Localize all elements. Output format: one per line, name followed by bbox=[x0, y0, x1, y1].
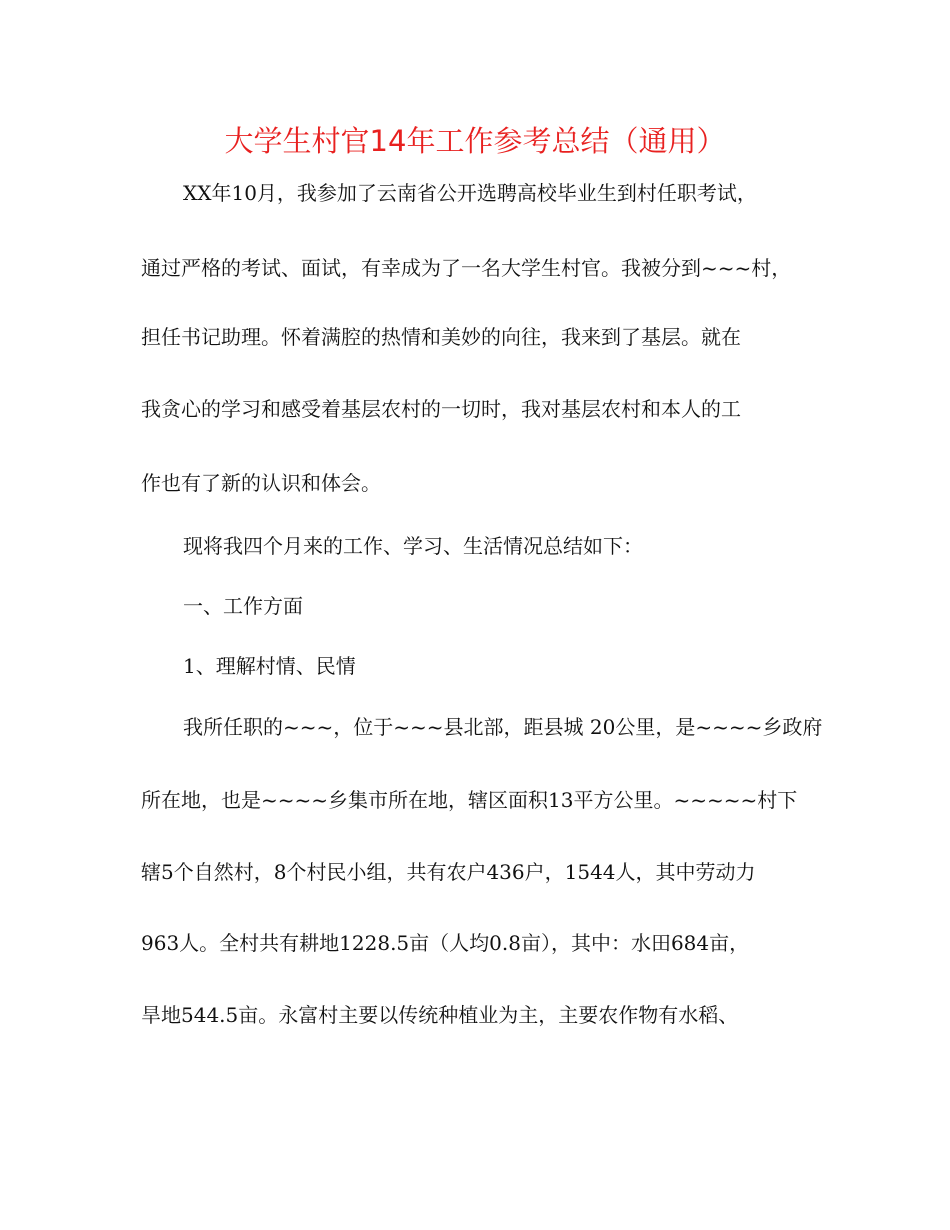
paragraph-line: 所在地，也是~~~~乡集市所在地，辖区面积13平方公里。~~~~~村下 bbox=[141, 788, 798, 812]
paragraph-line: 我所任职的~~~，位于~~~县北部，距县城 20公里，是~~~~乡政府 bbox=[183, 715, 823, 739]
paragraph-line: 担任书记助理。怀着满腔的热情和美妙的向往，我来到了基层。就在 bbox=[141, 325, 741, 349]
paragraph-line: 作也有了新的认识和体会。 bbox=[141, 471, 381, 495]
paragraph-line: 辖5个自然村，8个村民小组，共有农户436户，1544人，其中劳动力 bbox=[141, 860, 756, 884]
paragraph-line: 我贪心的学习和感受着基层农村的一切时，我对基层农村和本人的工 bbox=[141, 397, 741, 421]
paragraph-line: 旱地544.5亩。永富村主要以传统种植业为主，主要农作物有水稻、 bbox=[141, 1003, 739, 1027]
subsection-heading: 1、理解村情、民情 bbox=[183, 654, 356, 678]
paragraph-line: 963人。全村共有耕地1228.5亩（人均0.8亩），其中：水田684亩， bbox=[141, 931, 750, 955]
document-title: 大学生村官14年工作参考总结（通用） bbox=[224, 124, 726, 158]
paragraph-line: 通过严格的考试、面试，有幸成为了一名大学生村官。我被分到~~~村， bbox=[141, 256, 792, 280]
section-heading: 一、工作方面 bbox=[183, 594, 303, 618]
paragraph-line: XX年10月，我参加了云南省公开选聘高校毕业生到村任职考试， bbox=[183, 181, 757, 205]
paragraph-line: 现将我四个月来的工作、学习、生活情况总结如下： bbox=[183, 534, 643, 558]
